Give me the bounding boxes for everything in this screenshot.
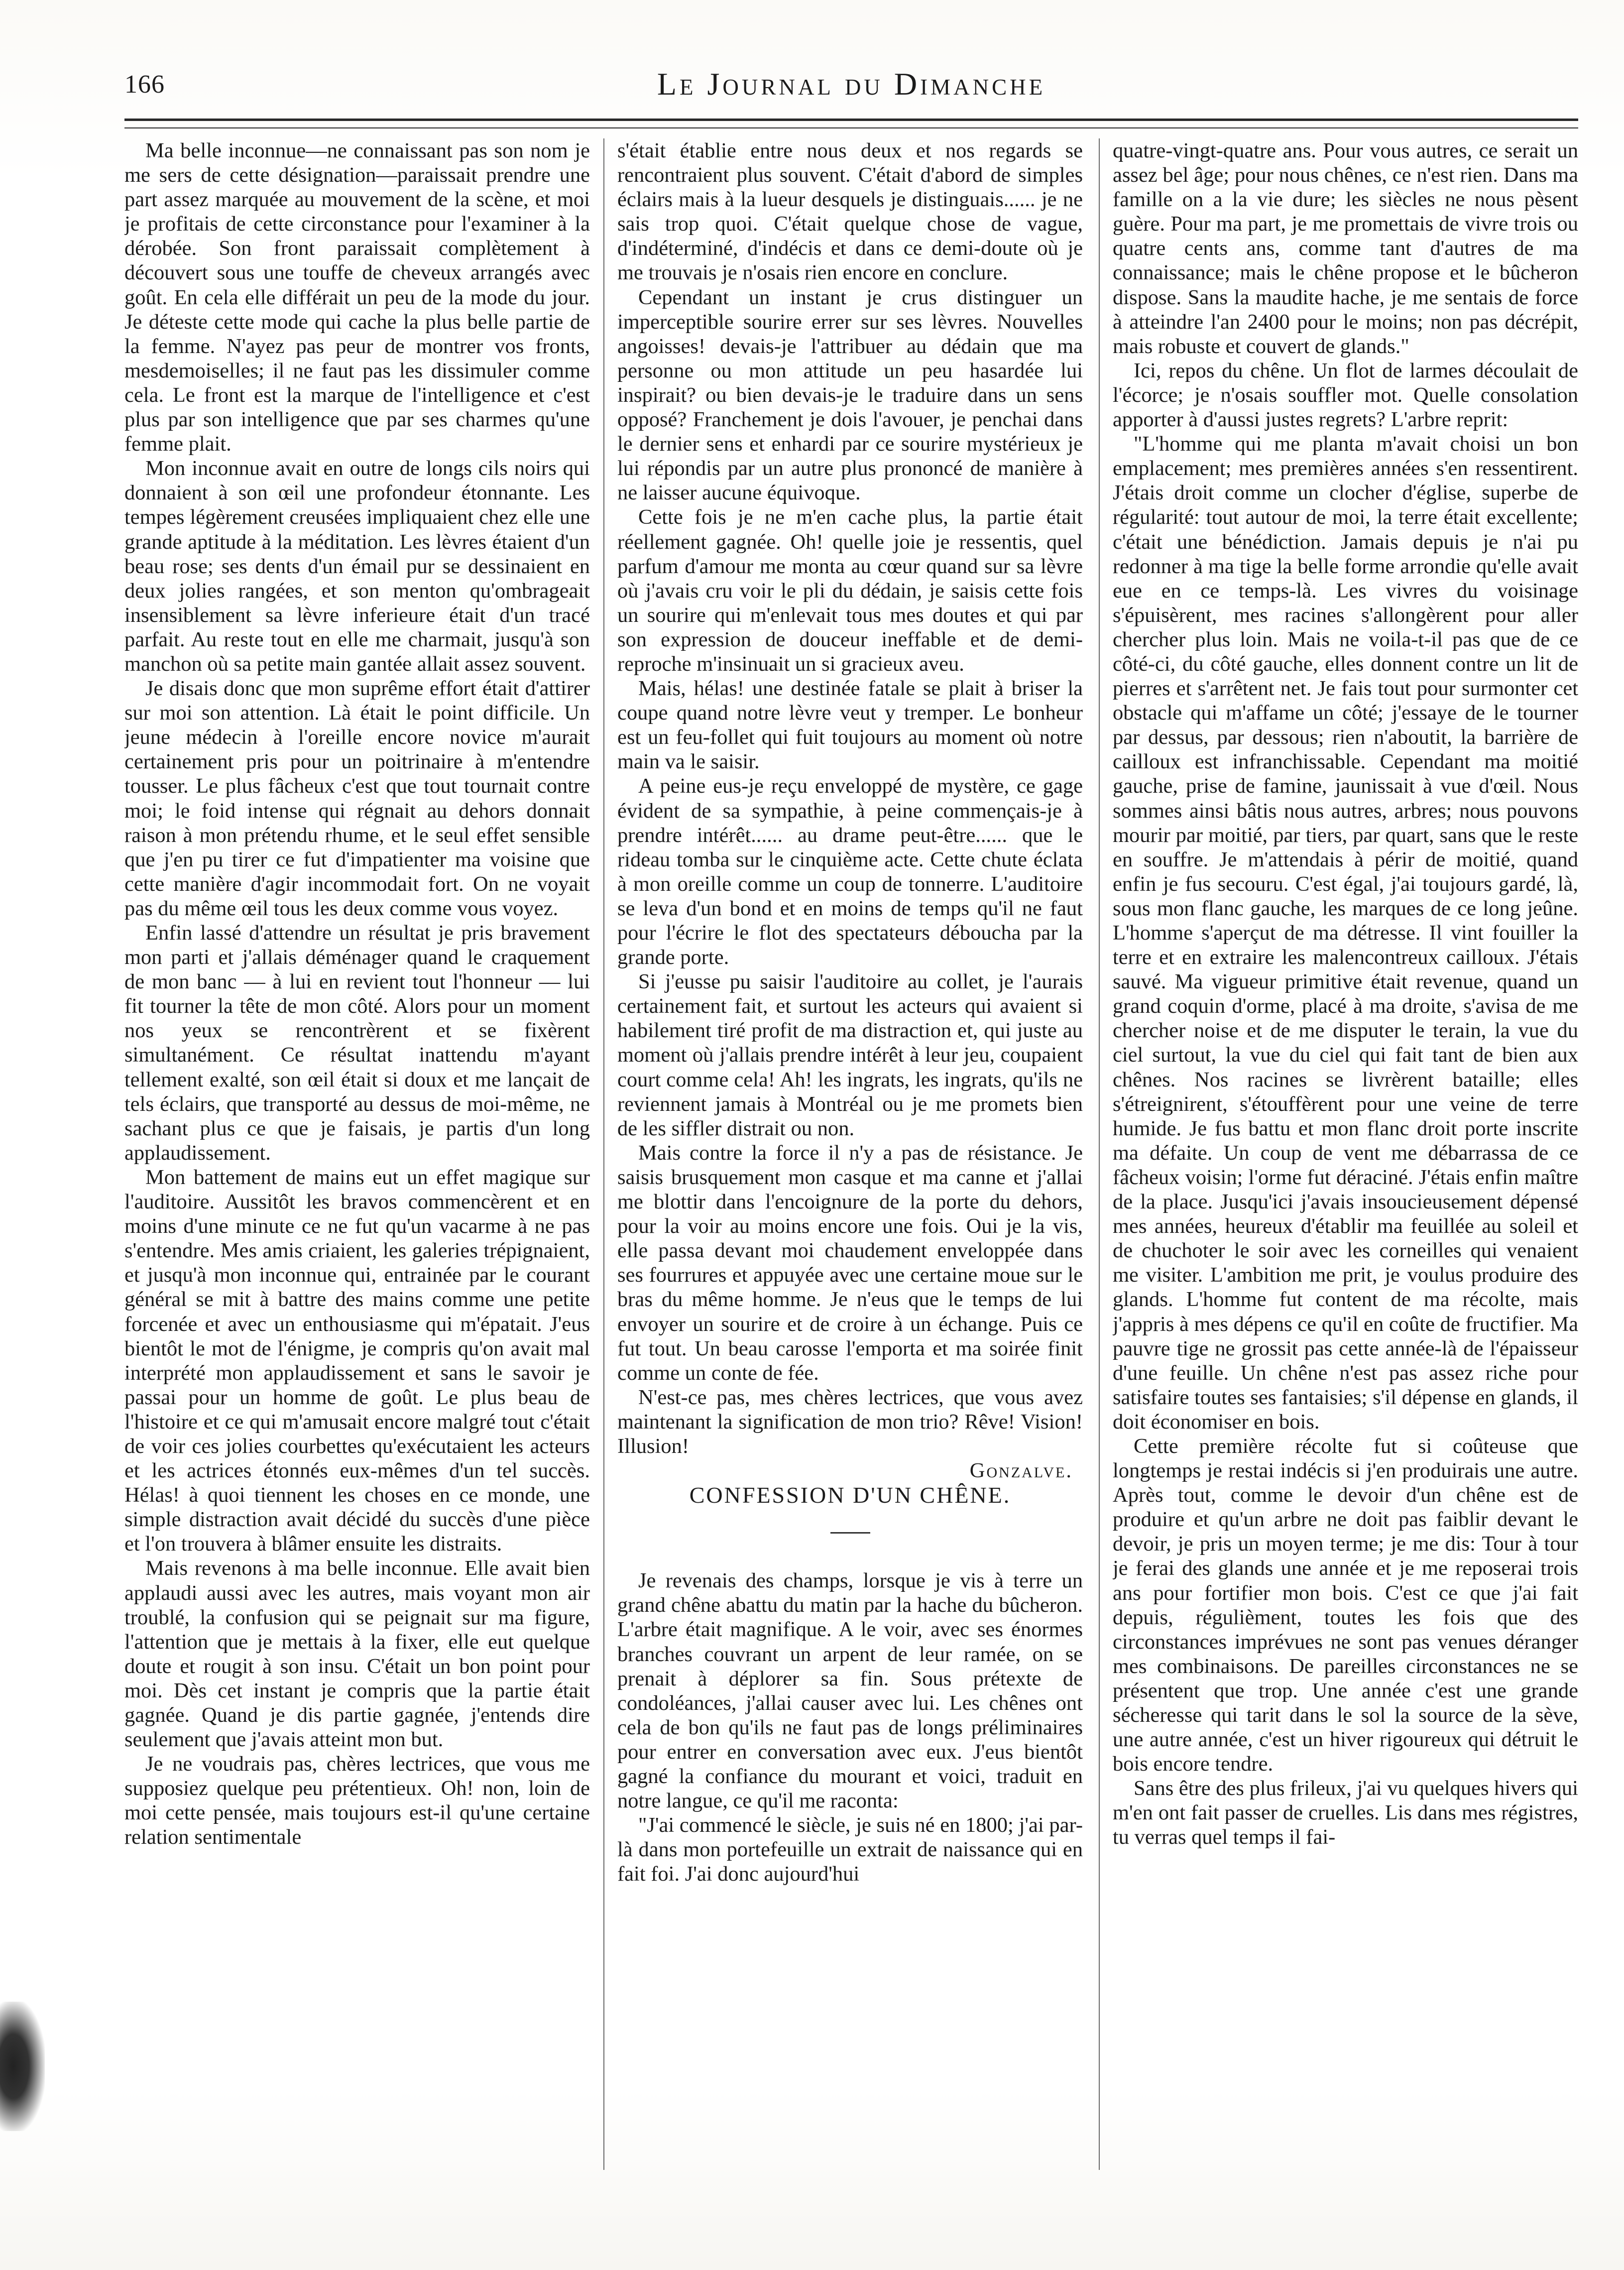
page-number: 166 bbox=[124, 70, 165, 99]
paragraph: Cette fois je ne m'en cache plus, la partie était réellement gagnée. Oh! quelle joie je ressentis, quel parfum d'amour me monta au cœur quand sur sa lèvre où j'avais cru voir le pli du dédain, je saisis cette fois un sourire qui m'enlevait tous mes doutes et qui par son expression de douceur ineffable et de demi-reproche m'insinuait un si gracieux aveu. bbox=[617, 505, 1083, 676]
paragraph: Mais, hélas! une destinée fatale se plait à briser la coupe quand notre lèvre veut y tremper. Le bonheur est un feu-follet qui fuit toujours au moment où notre main va le saisir. bbox=[617, 677, 1083, 774]
paragraph: Je revenais des champs, lorsque je vis à terre un grand chêne abattu du matin par la hache du bûcheron. L'arbre était magnifique. A le voir, avec ses énormes branches couvrant un arpent de leur ramée, on se prenait à déplorer sa fin. Sous prétexte de condoléances, j'allai causer avec lui. Les chênes ont cela de bon qu'ils ne faut pas de longs préliminaires pour entrer en conversation avec eux. J'eus bientôt gagné la confiance du mourant et voici, traduit en notre langue, ce qu'il me raconta: bbox=[617, 1569, 1083, 1813]
column-3 bbox=[1113, 138, 1578, 2170]
paragraph: s'était établie entre nous deux et nos regards se rencontraient plus souvent. C'était d'abord de simples éclairs mais à la lueur desquels je distinguais...... je ne sais trop quoi. C'était quelque chose de vague, d'indéterminé, d'indécis et dans ce demi-doute où je me trouvais je n'osais rien encore en conclure. bbox=[617, 139, 1083, 285]
paragraph: A peine eus-je reçu enveloppé de mystère, ce gage évident de sa sympathie, à peine commençais-je à prendre intérêt...... au drame peut-être...... que le rideau tomba sur le cinquième acte. Cette chute éclata à mon oreille comme un coup de tonnerre. L'auditoire se leva d'un bond et en moins de temps qu'il ne faut pour l'écrire le flot des spectateurs déboucha par la grande porte. bbox=[617, 774, 1083, 969]
journal-title: Le Journal du Dimanche bbox=[657, 66, 1046, 102]
paragraph: Ici, repos du chêne. Un flot de larmes découlait de l'écorce; je n'osais souffler mot. Quelle consolation apporter à d'aussi justes regrets? L'arbre reprit: bbox=[1113, 358, 1578, 432]
paragraph: N'est-ce pas, mes chères lectrices, que vous avez maintenant la signification de mon trio? Rêve! Vision! Illusion! bbox=[617, 1385, 1083, 1458]
section-title: CONFESSION D'UN CHÊNE. bbox=[689, 1482, 1011, 1508]
paragraph: Je disais donc que mon suprême effort était d'attirer sur moi son attention. Là était le point difficile. Un jeune médecin à l'oreille encore novice m'aurait certainement pris pour un poitrinaire à m'entendre tousser. Le plus fâcheux c'est que tout tournait contre moi; le foid intense qui régnait au dehors donnait raison à mon prétendu rhume, et le seul effet sensible que j'en pu tirer ce fut d'impatienter ma voisine que cette manière d'agir incommodait fort. On ne voyait pas du même œil tous les deux comme vous voyez. bbox=[124, 677, 590, 920]
paragraph: Mais revenons à ma belle inconnue. Elle avait bien applaudi aussi avec les autres, mais voyant mon air troublé, la confusion qui se peignait sur ma figure, l'attention que je mettais à la fixer, elle eut quelque doute et rougit à son insu. C'était un bon point pour moi. Dès cet instant je compris que la partie était gagnée. Quand je dis partie gagnée, j'entends dire seulement que j'avais atteint mon but. bbox=[124, 1556, 590, 1752]
header-rule-thin bbox=[124, 127, 1578, 128]
column-2 bbox=[617, 138, 1083, 2170]
paragraph: quatre-vingt-quatre ans. Pour vous autres, ce serait un assez bel âge; pour nous chênes, ce n'est rien. Dans ma famille on a la vie dure; les siècles ne nous pèsent guère. Pour ma part, je me promettais de vivre trois ou quatre cents ans, comme tant d'autres de ma connaissance; mais le chêne propose et le bûcheron dispose. Sans la maudite hache, je me sentais de force à atteindre l'an 2400 pour le moins; non pas décrépit, mais robuste et couvert de glands." bbox=[1113, 139, 1578, 358]
paragraph: "L'homme qui me planta m'avait choisi un bon emplacement; mes premières années s'en ressentirent. J'étais droit comme un clocher d'église, superbe de régularité: tout autour de moi, la terre était excellente; c'était une bénédiction. Jamais depuis je n'ai pu redonner à ma tige la belle forme arrondie qu'elle avait eue en ce temps-là. Les vivres du voisinage s'épuisèrent, mes racines s'allongèrent pour aller chercher plus loin. Mais ne voila-t-il pas que de ce côté-ci, du côté gauche, elles donnent contre un lit de pierres et s'arrêtent net. Je fais tout pour surmonter cet obstacle qui m'affame un côté; j'essaye de le tourner par dessus, par dessous; rien n'aboutit, la barrière de cailloux est infranchissable. Cependant ma moitié gauche, prise de famine, jaunissait à vue d'œil. Nous sommes ainsi bâtis nous autres, arbres; nous pouvons mourir par moitié, par tiers, par quart, sans que le reste en souffre. Je m'attendais à périr de moitié, quand enfin je fus secouru. C'est égal, j'ai toujours gardé, là, sous mon flanc gauche, les marques de ce long jeûne. L'homme s'aperçut de ma détresse. Il vint fouiller la terre et en extraire les malencontreux cailloux. J'étais sauvé. Ma vigueur primitive était revenue, quand un grand coquin d'orme, placé à ma droite, s'avisa de me chercher noise et de me disputer le terain, la vue du ciel surtout, la vue du ciel qui fait tant de bien aux chênes. Nos racines se livrèrent bataille; elles s'étreignirent, s'étouffèrent pour une veine de terre humide. Je fus battu et mon flanc droit porte inscrite ma défaite. Un coup de vent me débarrassa de ce fâcheux voisin; l'orme fut déraciné. J'étais enfin maître de la place. Jusqu'ici j'avais insoucieusement dépensé mes années, heureux d'établir ma feuillée au soleil et de chuchoter le soir avec les corneilles qui venaient me visiter. L'ambition me prit, je voulus produire des glands. L'homme fut content de ma récolte, mais j'appris à mes dépens ce qu'il en coûte de fructifier. Ma pauvre tige ne grossit pas cette année-là de l'épaisseur d'une feuille. Un chêne n'est pas assez riche pour satisfaire toutes ses fantaisies; s'il dépense en glands, il doit économiser en bois. bbox=[1113, 432, 1578, 1434]
paragraph: "J'ai commencé le siècle, je suis né en 1800; j'ai par-là dans mon portefeuille un extrait de naissance qui en fait foi. J'ai donc aujourd'hui bbox=[617, 1813, 1083, 1886]
column-divider bbox=[1099, 138, 1100, 2170]
paragraph: Je ne voudrais pas, chères lectrices, que vous me supposiez quelque peu prétentieux. Oh! non, loin de moi cette pensée, mais toujours est-il qu'une certaine relation sentimentale bbox=[124, 1752, 590, 1849]
paragraph: Enfin lassé d'attendre un résultat je pris bravement mon parti et j'allais déménager quand le craquement de mon banc — à lui en revient tout l'honneur — lui fit tourner la tête de mon côté. Alors pour un moment nos yeux se rencontrèrent et se fixèrent simultanément. Ce résultat inattendu m'ayant tellement exalté, son œil était si doux et me lançait de tels éclairs, que transporté au dessus de moi-même, ne sachant plus ce que je faisais, je partis d'un long applaudissement. bbox=[124, 921, 590, 1165]
paragraph: Ma belle inconnue—ne connaissant pas son nom je me sers de cette désignation—paraissait prendre une part assez marquée au mouvement de la scène, et moi je profitais de cette circonstance pour l'examiner à la dérobée. Son front paraissait complètement à découvert sous une touffe de cheveux arrangés avec goût. En cela elle différait un peu de la mode du jour. Je déteste cette mode qui cache la plus belle partie de la femme. N'ayez pas peur de montrer vos fronts, mesdemoiselles; il ne faut pas les dissimuler comme cela. Le front est la marque de l'intelligence et c'est plus par son intelligence que par ses charmes qu'une femme plait. bbox=[124, 139, 590, 456]
paragraph: Si j'eusse pu saisir l'auditoire au collet, je l'aurais certainement fait, et surtout les acteurs qui avaient si habilement tiré profit de ma distraction et, qui juste au moment où j'allais prendre intérêt à leur jeu, coupaient court comme cela! Ah! les ingrats, les ingrats, qu'ils ne reviennent jamais à Montréal ou je me promets bien de les siffler distrait ou non. bbox=[617, 970, 1083, 1140]
paragraph: Cette première récolte fut si coûteuse que longtemps je restai indécis si j'en produirais une autre. Après tout, comme le devoir d'un chêne est de produire et qu'un arbre ne doit pas faiblir devant le devoir, je pris un moyen terme; je me dis: Tour à tour je ferai des glands une année et je me reposerai trois ans pour fortifier mon bois. C'est ce que j'ai fait depuis, régulièment, toutes les fois que des circonstances imprévues ne sont pas venues déranger mes combinaisons. De pareilles circonstances ne se présentent que trop. Une année c'est une grande sécheresse qui tarit dans le sol la source de la sève, une autre année, c'est un hiver rigoureux qui détruit le bois encore tendre. bbox=[1113, 1434, 1578, 1776]
header-rule-thick bbox=[124, 119, 1578, 121]
paragraph: Mais contre la force il n'y a pas de résistance. Je saisis brusquement mon casque et ma canne et j'allai me blottir dans l'encoignure de la porte du dehors, pour la voir au moins encore une fois. Oui je la vis, elle passa devant moi chaudement enveloppée dans ses fourrures et appuyée avec une certaine moue sur le bras du même homme. Je n'eus que le temps de lui envoyer un sourire et de croire à un échange. Puis ce fut tout. Un beau carosse l'emporta et ma soirée finit comme un conte de fée. bbox=[617, 1141, 1083, 1385]
ink-smudge bbox=[0, 2002, 45, 2131]
paragraph: Cependant un instant je crus distinguer un imperceptible sourire errer sur ses lèvres. Nouvelles angoisses! devais-je l'attribuer au dédain que ma personne ou mon attitude un peu hasardée lui inspirait? ou bien devais-je le traduire dans un sens opposé? Franchement je dois l'avouer, je penchai dans le dernier sens et enhardi par ce sourire mystérieux je lui répondis par un autre plus prononcé de manière à ne laisser aucune équivoque. bbox=[617, 285, 1083, 505]
paragraph: Sans être des plus frileux, j'ai vu quelques hivers qui m'en ont fait passer de cruelles. Lis dans mes régistres, tu verras quel temps il fai- bbox=[1113, 1777, 1578, 1849]
author-signature: Gonzalve. bbox=[969, 1459, 1073, 1483]
paragraph: Mon battement de mains eut un effet magique sur l'auditoire. Aussitôt les bravos commencèrent et en moins d'une minute ce ne fut qu'un vacarme à ne pas s'entendre. Mes amis criaient, les galeries trépignaient, et jusqu'à mon inconnue qui, entrainée par le courant général se mit à battre des mains comme une petite forcenée et avec un enthousiasme qui m'épatait. J'eus bientôt le mot de l'énigme, je compris qu'on avait mal interprété mon applaudissement et sans le savoir je passai pour un homme de goût. Le plus beau de l'histoire et ce qui m'amusait encore malgré tout c'était de voir ces jolies courbettes qu'exécutaient les acteurs et les actrices étonnés eux-mêmes d'un tel succès. Hélas! à quoi tiennent les choses en ce monde, une simple distraction avait décidé du succès d'une pièce et l'on trouvera à blâmer ensuite les distraits. bbox=[124, 1165, 590, 1556]
column-divider bbox=[603, 138, 604, 2170]
title-divider bbox=[830, 1532, 870, 1534]
page-header bbox=[124, 60, 1578, 110]
paragraph: Mon inconnue avait en outre de longs cils noirs qui donnaient à son œil une profondeur étonnante. Les tempes légèrement creusées impliquaient chez elle une grande aptitude à la méditation. Les lèvres étaient d'un beau rose; ses dents d'un émail pur se dessinaient en deux jolies rangées, et son menton qu'ombrageait insensiblement sa lèvre inferieure était d'un tracé parfait. Au reste tout en elle me charmait, jusqu'à son manchon où sa petite main gantée allait assez souvent. bbox=[124, 457, 590, 676]
column-1 bbox=[124, 138, 590, 2170]
article-columns bbox=[124, 138, 1578, 2170]
